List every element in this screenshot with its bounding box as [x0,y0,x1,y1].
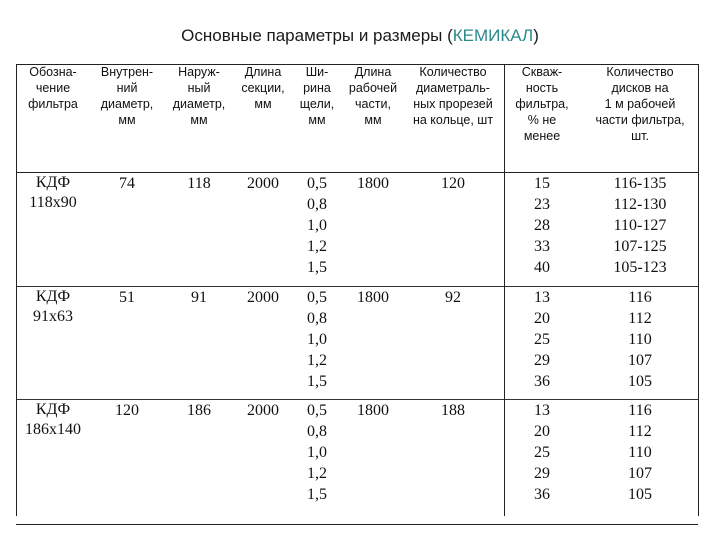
cell-cut-count: 92 [404,287,502,400]
cell-slot-width: 0,5 0,8 1,0 1,2 1,5 [292,287,342,400]
header-designation: Обозна- чение фильтра [16,64,90,173]
cell-inner-diameter: 74 [90,173,164,287]
table-row [16,173,698,287]
cell-designation: КДФ 118х90 [16,173,90,287]
header-porosity: Скваж- ность фильтра, % не менее [502,64,582,173]
cell-disc-count: 116 112 110 107 105 [582,400,698,525]
cell-section-length: 2000 [234,287,292,400]
header-slot-width: Ши- рина щели, мм [292,64,342,173]
cell-disc-count: 116 112 110 107 105 [582,287,698,400]
header-disc-count: Количество дисков на 1 м рабочей части фильтра, шт. [582,64,698,173]
cell-working-length: 1800 [342,287,404,400]
cell-disc-count: 116-135 112-130 110-127 107-125 105-123 [582,173,698,287]
table-row [16,400,698,525]
cell-designation: КДФ 186х140 [16,400,90,525]
header-cut-count: Количество диаметраль- ных прорезей на кольце, шт [404,64,502,173]
cell-cut-count: 120 [404,173,502,287]
cell-section-length: 2000 [234,400,292,525]
table-row [16,287,698,400]
header-section-length: Длина секции, мм [234,64,292,173]
table-divider-rule [504,64,505,516]
cell-working-length: 1800 [342,400,404,525]
table-right-rule [698,64,699,516]
cell-outer-diameter: 91 [164,287,234,400]
title-close: ) [533,26,539,45]
cell-porosity: 13 20 25 29 36 [502,400,582,525]
cell-working-length: 1800 [342,173,404,287]
cell-cut-count: 188 [404,400,502,525]
table-top-rule [16,64,698,65]
cell-inner-diameter: 120 [90,400,164,525]
cell-slot-width: 0,5 0,8 1,0 1,2 1,5 [292,173,342,287]
cell-outer-diameter: 118 [164,173,234,287]
parameters-table [16,64,698,525]
cell-section-length: 2000 [234,173,292,287]
title-brand: КЕМИКАЛ [452,26,534,45]
cell-porosity: 15 23 28 33 40 [502,173,582,287]
cell-porosity: 13 20 25 29 36 [502,287,582,400]
header-working-length: Длина рабочей части, мм [342,64,404,173]
cell-slot-width: 0,5 0,8 1,0 1,2 1,5 [292,400,342,525]
cell-inner-diameter: 51 [90,287,164,400]
table-header-row [16,64,698,173]
header-outer-diameter: Наруж- ный диаметр, мм [164,64,234,173]
table-left-rule [16,64,17,516]
page-title [0,26,720,46]
header-inner-diameter: Внутрен- ний диаметр, мм [90,64,164,173]
cell-designation: КДФ 91х63 [16,287,90,400]
title-text: Основные параметры и размеры ( [181,26,453,45]
cell-outer-diameter: 186 [164,400,234,525]
